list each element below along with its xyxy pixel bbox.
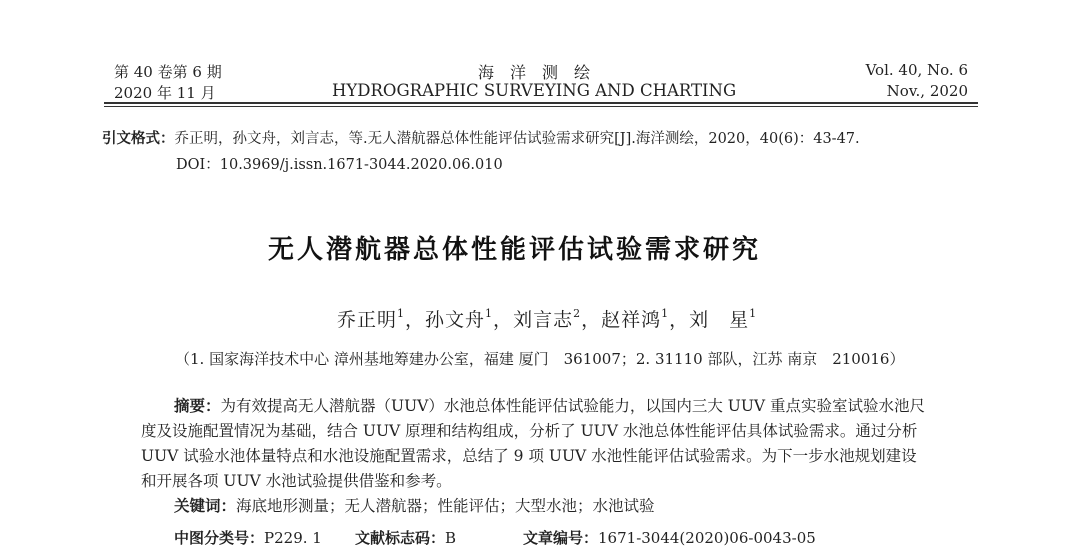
journal-name-en: HYDROGRAPHIC SURVEYING AND CHARTING xyxy=(332,81,737,100)
article-number: 文章编号：1671-3044(2020)06-0043-05 xyxy=(523,529,816,547)
doi: DOI：10.3969/j.issn.1671-3044.2020.06.010 xyxy=(176,157,503,173)
journal-name-cn: 海 洋 测 绘 xyxy=(478,63,591,82)
header-rule-bottom xyxy=(104,106,978,107)
author-list: 乔正明$^1$，孙文舟$^1$，刘言志$^2$，赵祥鸿$^1$，刘 星$^1$ xyxy=(337,306,758,331)
author-affil-sup: 1 xyxy=(749,306,758,320)
citation-line xyxy=(102,127,860,148)
author-name: 孙文舟 xyxy=(425,309,486,331)
author-affil-sup: 1 xyxy=(661,306,670,320)
author-affil-sup: 1 xyxy=(485,306,494,320)
author-name: 刘 星 xyxy=(689,309,750,331)
volume-issue-cn: 第 40 卷第 6 期 xyxy=(114,63,222,81)
paper-title: 无人潜航器总体性能评估试验需求研究 xyxy=(268,235,762,265)
abstract-line-1: 摘要：为有效提高无人潜航器（UUV）水池总体性能评估试验能力，以国内三大 UUV 重点实验室试验水池尺 xyxy=(174,397,926,415)
citation-label: 引文格式： xyxy=(102,131,175,147)
abstract-line-3: UUV 试验水池体量特点和水池设施配置需求，总结了 9 项 UUV 水池性能评估试验需求。为下一步水池规划建设 xyxy=(141,447,917,465)
keywords-text: 海底地形测量；无人潜航器；性能评估；大型水池；水池试验 xyxy=(236,497,655,515)
date-cn: 2020 年 11 月 xyxy=(114,84,216,102)
keywords-label: 关键词： xyxy=(174,497,237,515)
abstract-line-4: 和开展各项 UUV 水池试验提供借鉴和参考。 xyxy=(141,472,452,490)
author-name: 赵祥鸿 xyxy=(601,309,662,331)
document-code: 文献标志码：B xyxy=(355,529,457,547)
abstract-label: 摘要： xyxy=(174,397,221,415)
author-name: 乔正明 xyxy=(337,309,398,331)
keywords-line xyxy=(174,495,655,518)
author-name: 刘言志 xyxy=(513,309,574,331)
citation-text: 乔正明，孙文舟，刘言志，等.无人潜航器总体性能评估试验需求研究[J].海洋测绘，2020，40(6)：43-47. xyxy=(174,131,860,147)
author-affil-sup: 2 xyxy=(573,306,582,320)
clc-number: 中图分类号：P229. 1 xyxy=(174,529,322,547)
author-affil-sup: 1 xyxy=(397,306,406,320)
header-rule-top xyxy=(104,102,978,104)
abstract-line-2: 度及设施配置情况为基础，结合 UUV 原理和结构组成，分析了 UUV 水池总体性能评估具体试验需求。通过分析 xyxy=(141,422,918,440)
affiliation: （1. 国家海洋技术中心 漳州基地筹建办公室，福建 厦门 361007；2. 31110 部队，江苏 南京 210016） xyxy=(175,350,905,368)
volume-issue-en: Vol. 40, No. 6 xyxy=(865,61,968,79)
date-en: Nov., 2020 xyxy=(886,82,968,100)
